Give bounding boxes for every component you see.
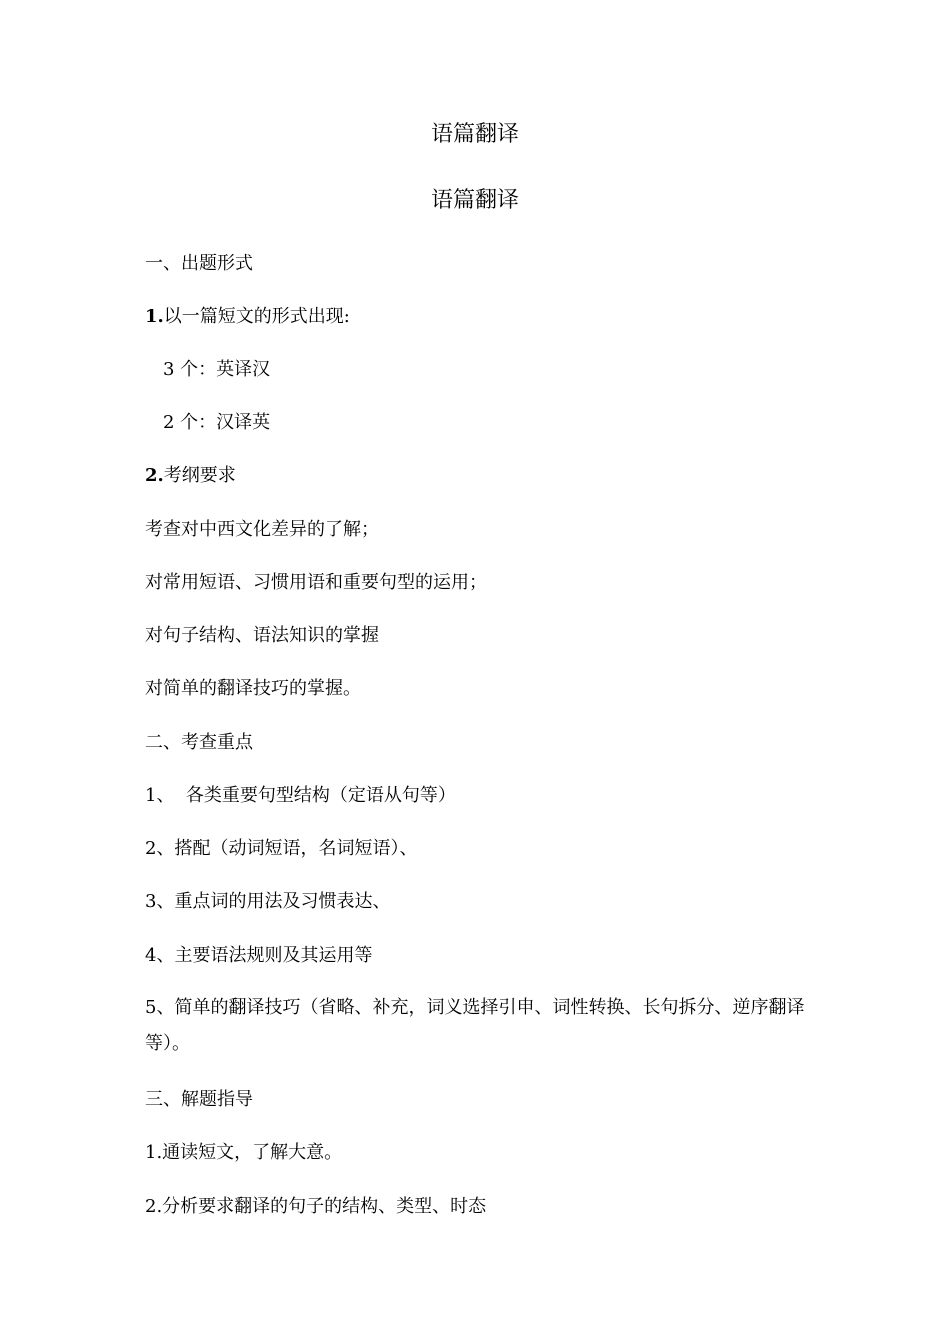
section3-step1: 1.通读短文，了解大意。 <box>145 1142 343 1163</box>
section1-item2 <box>145 465 825 487</box>
section1-item1-text: 以一篇短文的形式出现: <box>163 306 350 327</box>
section1-sub1: 3 个：英译汉 <box>163 359 271 380</box>
section1-item2-text: 考纲要求 <box>163 465 236 486</box>
section2-point4: 4、主要语法规则及其运用等 <box>145 945 373 966</box>
section2-point1: 1、 各类重要句型结构（定语从句等） <box>145 785 456 806</box>
section2-point3: 3、重点词的用法及习惯表达、 <box>145 891 391 912</box>
section1-req2: 对常用短语、习惯用语和重要句型的运用； <box>145 572 487 593</box>
section2-point2: 2、搭配（动词短语，名词短语）、 <box>145 838 418 859</box>
section1-req4: 对简单的翻译技巧的掌握。 <box>145 678 361 699</box>
section3-heading: 三、解题指导 <box>145 1089 253 1110</box>
section3-step2: 2.分析要求翻译的句子的结构、类型、时态 <box>145 1196 487 1217</box>
section1-item1 <box>145 306 825 328</box>
section1-sub2: 2 个：汉译英 <box>163 412 271 433</box>
document-subtitle: 语篇翻译 <box>430 188 519 213</box>
section1-req3: 对句子结构、语法知识的掌握 <box>145 625 379 646</box>
section1-req1: 考查对中西文化差异的了解； <box>145 519 379 540</box>
section1-heading: 一、出题形式 <box>145 253 253 274</box>
section2-point5: 5、简单的翻译技巧（省略、补充，词义选择引申、词性转换、长句拆分、逆序翻译等）。 <box>145 997 805 1054</box>
document-title: 语篇翻译 <box>430 122 519 147</box>
section1-item2-number: 2. <box>145 465 164 486</box>
section2-heading: 二、考查重点 <box>145 732 253 753</box>
section1-item1-number: 1. <box>145 306 164 327</box>
